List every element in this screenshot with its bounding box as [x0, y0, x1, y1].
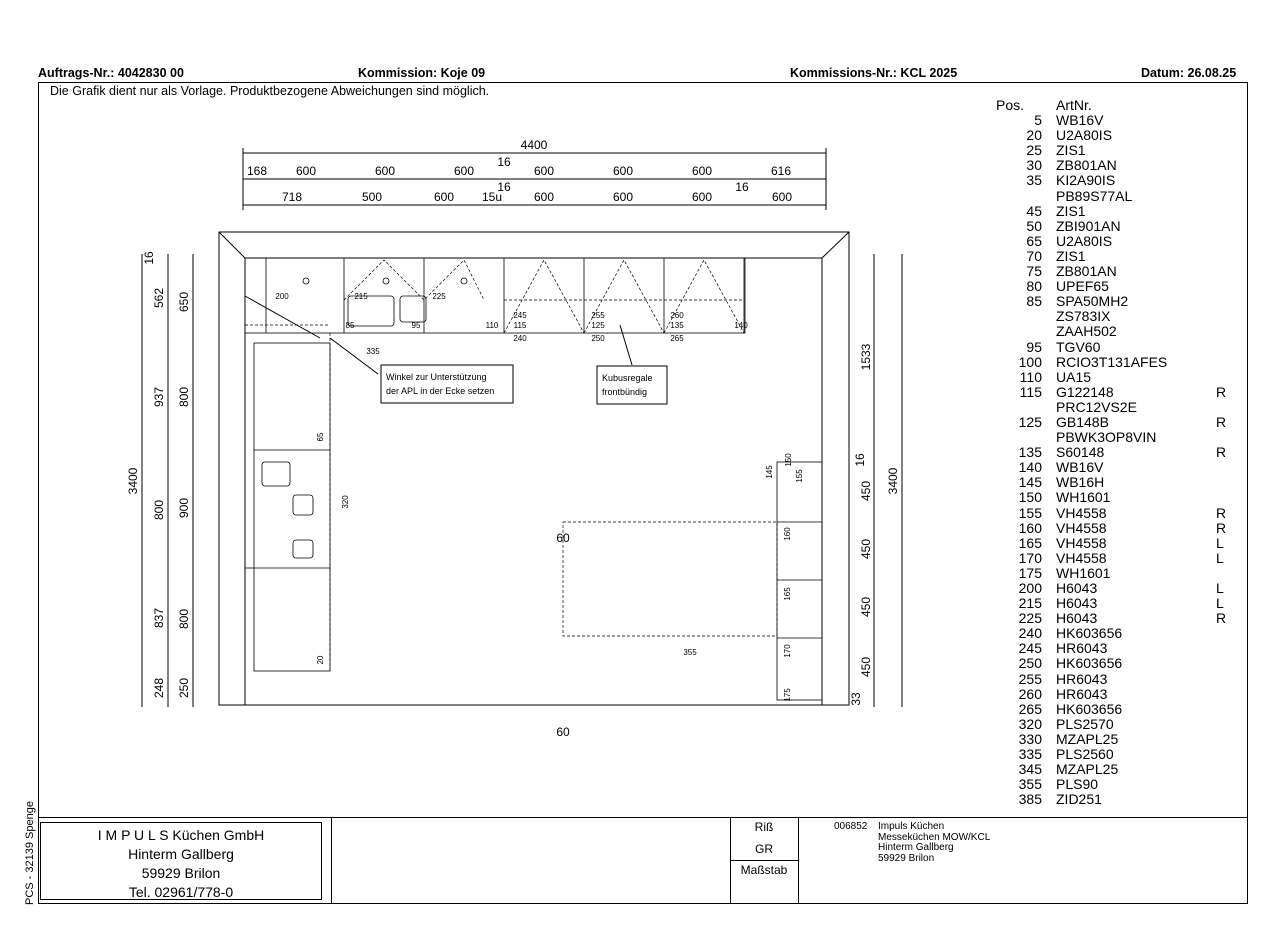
parts-art: UA15: [1056, 368, 1092, 385]
svg-text:250: 250: [591, 334, 605, 343]
parts-row: [996, 596, 1236, 611]
parts-list: [996, 98, 1236, 807]
parts-row: [996, 143, 1236, 158]
svg-text:215: 215: [354, 292, 368, 301]
customer-line-3: Hinterm Gallberg: [878, 842, 954, 853]
right-cabinets: [777, 462, 822, 700]
svg-text:837: 837: [152, 607, 166, 629]
svg-text:600: 600: [295, 164, 317, 178]
parts-art: ZIS1: [1056, 142, 1086, 159]
parts-art: H6043: [1056, 595, 1098, 612]
svg-text:600: 600: [691, 190, 713, 204]
callout-corner-line2: der APL in der Ecke setzen: [386, 386, 495, 396]
parts-row: [996, 536, 1236, 551]
parts-row: [996, 309, 1236, 324]
parts-row: [996, 113, 1236, 128]
parts-art: GB148B: [1056, 413, 1109, 430]
parts-art: SPA50MH2: [1056, 293, 1129, 310]
parts-art: RCIO3T131AFES: [1056, 353, 1168, 370]
parts-side: [1216, 189, 1236, 204]
callout-shelf-line1: Kubusregale: [602, 373, 653, 383]
top-dimensions: [247, 138, 792, 204]
parts-side: [1216, 702, 1236, 717]
small-position-labels: [275, 292, 804, 702]
parts-art: VH4558: [1056, 534, 1107, 551]
parts-pos: 75: [1026, 263, 1042, 280]
svg-text:900: 900: [177, 497, 191, 519]
parts-row: [996, 626, 1236, 641]
parts-row: [996, 521, 1236, 536]
parts-side: [1216, 143, 1236, 158]
footer-divider-3: [798, 817, 799, 904]
svg-text:155: 155: [795, 469, 804, 483]
parts-pos: 320: [1018, 715, 1042, 732]
parts-side: [1216, 264, 1236, 279]
parts-art: PRC12VS2E: [1056, 398, 1137, 415]
parts-art: ZAAH502: [1056, 323, 1117, 340]
svg-text:1533: 1533: [859, 343, 873, 371]
parts-row: [996, 158, 1236, 173]
parts-row: [996, 747, 1236, 762]
svg-text:85: 85: [345, 321, 355, 330]
parts-art: ZB801AN: [1056, 157, 1117, 174]
parts-row: [996, 732, 1236, 747]
parts-art: MZAPL25: [1056, 761, 1119, 778]
svg-text:937: 937: [152, 386, 166, 408]
svg-text:16: 16: [497, 155, 511, 169]
svg-text:320: 320: [341, 495, 350, 509]
parts-side: [1216, 732, 1236, 747]
parts-side: [1216, 234, 1236, 249]
svg-text:110: 110: [485, 321, 499, 330]
svg-text:600: 600: [691, 164, 713, 178]
svg-text:3400: 3400: [886, 467, 900, 495]
svg-text:225: 225: [432, 292, 446, 301]
parts-art: H6043: [1056, 610, 1098, 627]
parts-pos: 80: [1026, 278, 1042, 295]
parts-pos: 200: [1018, 580, 1042, 596]
disclaimer-note: Die Grafik dient nur als Vorlage. Produktbezogene Abweichungen sind möglich.: [50, 84, 490, 98]
parts-pos: 165: [1018, 534, 1042, 551]
parts-art: UPEF65: [1056, 278, 1109, 295]
svg-text:165: 165: [783, 587, 792, 601]
svg-text:15u: 15u: [481, 190, 503, 204]
parts-side: [1216, 717, 1236, 732]
svg-text:450: 450: [859, 656, 873, 678]
parts-row: [996, 385, 1236, 400]
svg-text:250: 250: [177, 677, 191, 699]
parts-row: [996, 717, 1236, 732]
svg-text:600: 600: [453, 164, 475, 178]
parts-pos: 5: [1034, 112, 1042, 129]
parts-row: [996, 762, 1236, 777]
parts-row: [996, 415, 1236, 430]
parts-row: [996, 430, 1236, 445]
svg-text:260: 260: [670, 311, 684, 320]
svg-text:335: 335: [366, 347, 380, 356]
parts-side: L: [1216, 580, 1224, 596]
parts-pos: 335: [1018, 746, 1042, 763]
parts-side: [1216, 430, 1236, 445]
parts-pos: 250: [1018, 655, 1042, 672]
parts-row: [996, 294, 1236, 309]
parts-header-art: ArtNr.: [1056, 97, 1092, 113]
svg-text:160: 160: [783, 527, 792, 541]
parts-row: [996, 264, 1236, 279]
parts-art: PB89S77AL: [1056, 187, 1133, 204]
parts-pos: 240: [1018, 625, 1042, 642]
svg-text:145: 145: [765, 465, 774, 479]
parts-pos: 65: [1026, 232, 1042, 249]
parts-side: [1216, 249, 1236, 264]
svg-text:3400: 3400: [126, 467, 140, 495]
parts-art: HK603656: [1056, 700, 1123, 717]
parts-row: [996, 672, 1236, 687]
parts-pos: 265: [1018, 700, 1042, 717]
parts-side: [1216, 792, 1236, 807]
parts-pos: [996, 324, 1042, 339]
parts-pos: 345: [1018, 761, 1042, 778]
parts-row: [996, 279, 1236, 294]
parts-row: [996, 702, 1236, 717]
parts-row: [996, 611, 1236, 626]
svg-text:200: 200: [275, 292, 289, 301]
parts-side: [1216, 747, 1236, 762]
svg-text:355: 355: [683, 648, 697, 657]
parts-art: VH4558: [1056, 504, 1107, 521]
parts-row: [996, 355, 1236, 370]
svg-text:16: 16: [497, 180, 511, 194]
company-city: 59929 Brilon: [141, 865, 221, 881]
parts-side: [1216, 128, 1236, 143]
parts-art: U2A80IS: [1056, 232, 1113, 249]
parts-row: [996, 566, 1236, 581]
parts-pos: [996, 309, 1042, 324]
side-text: PCS - 32139 Spenge: [24, 801, 36, 905]
parts-pos: 225: [1018, 610, 1042, 627]
parts-pos: 100: [1018, 353, 1042, 370]
svg-text:650: 650: [177, 291, 191, 313]
parts-side: [1216, 626, 1236, 641]
parts-header-pos: Pos.: [996, 97, 1025, 113]
parts-art: KI2A90IS: [1056, 172, 1116, 189]
parts-rows: [996, 113, 1236, 807]
customer-code: 006852: [834, 821, 868, 832]
parts-side: R: [1216, 444, 1227, 461]
company-name: I M P U L S Küchen GmbH: [97, 827, 265, 843]
parts-row: [996, 777, 1236, 792]
parts-side: [1216, 490, 1236, 505]
parts-art: ZID251: [1056, 791, 1102, 808]
parts-row: [996, 641, 1236, 656]
parts-pos: 260: [1018, 685, 1042, 702]
parts-pos: 330: [1018, 730, 1042, 747]
parts-pos: 135: [1018, 444, 1042, 461]
svg-text:450: 450: [859, 596, 873, 618]
callout-corner-line1: Winkel zur Unterstützung: [386, 372, 487, 382]
parts-pos: 110: [1019, 368, 1042, 385]
parts-side: [1216, 158, 1236, 173]
island: [563, 522, 777, 636]
company-phone: Tel. 02961/778-0: [128, 884, 234, 900]
parts-pos: 95: [1026, 338, 1042, 355]
parts-row: [996, 687, 1236, 702]
parts-row: [996, 792, 1236, 807]
parts-row: [996, 506, 1236, 521]
parts-side: [1216, 656, 1236, 671]
parts-art: S60148: [1056, 444, 1105, 461]
parts-art: MZAPL25: [1056, 730, 1119, 747]
svg-text:600: 600: [433, 190, 455, 204]
parts-row: [996, 128, 1236, 143]
footer-divider-4: [730, 860, 798, 861]
footer-riss: Riß: [754, 820, 774, 834]
svg-text:150: 150: [784, 453, 793, 467]
svg-text:125: 125: [591, 321, 605, 330]
svg-text:255: 255: [591, 311, 605, 320]
customer-line-4: 59929 Brilon: [878, 852, 935, 864]
parts-art: PLS2570: [1056, 715, 1114, 732]
parts-side: [1216, 641, 1236, 656]
parts-art: H6043: [1056, 580, 1098, 596]
parts-row: [996, 370, 1236, 385]
parts-row: [996, 249, 1236, 264]
parts-pos: 35: [1026, 172, 1042, 189]
svg-text:140: 140: [734, 321, 748, 330]
parts-pos: 30: [1026, 157, 1042, 174]
parts-row: [996, 173, 1236, 188]
parts-row: [996, 551, 1236, 566]
parts-row: [996, 490, 1236, 505]
parts-art: PLS2560: [1056, 746, 1114, 763]
parts-pos: 160: [1018, 519, 1042, 536]
parts-side: [1216, 324, 1236, 339]
parts-pos: [996, 189, 1042, 204]
svg-text:450: 450: [859, 538, 873, 560]
svg-text:718: 718: [281, 190, 303, 204]
dim-total: 4400: [520, 138, 548, 152]
parts-row: [996, 204, 1236, 219]
parts-side: R: [1216, 610, 1227, 627]
svg-text:600: 600: [533, 164, 555, 178]
svg-text:33: 33: [849, 692, 863, 706]
commission-number: Kommissions-Nr.: KCL 2025: [790, 66, 958, 80]
svg-text:616: 616: [770, 164, 792, 178]
parts-art: TGV60: [1056, 338, 1101, 355]
svg-text:450: 450: [859, 480, 873, 502]
svg-text:115: 115: [513, 321, 527, 330]
parts-pos: 155: [1018, 504, 1042, 521]
parts-side: [1216, 355, 1236, 370]
parts-pos: 170: [1018, 549, 1042, 566]
svg-text:168: 168: [246, 164, 268, 178]
svg-text:245: 245: [513, 311, 527, 320]
parts-art: PBWK3OP8VIN: [1056, 429, 1157, 446]
parts-pos: 145: [1018, 474, 1042, 491]
left-dimensions: [126, 251, 191, 698]
parts-side: [1216, 113, 1236, 128]
parts-art: U2A80IS: [1056, 127, 1113, 144]
company-street: Hinterm Gallberg: [128, 846, 234, 862]
svg-text:600: 600: [374, 164, 396, 178]
parts-side: [1216, 460, 1236, 475]
svg-text:16: 16: [853, 453, 867, 467]
svg-text:500: 500: [361, 190, 383, 204]
svg-text:600: 600: [771, 190, 793, 204]
parts-art: ZIS1: [1056, 247, 1086, 264]
parts-art: WB16V: [1056, 459, 1104, 476]
parts-art: ZS783IX: [1056, 308, 1111, 325]
parts-art: WB16V: [1056, 112, 1104, 129]
parts-art: WH1601: [1056, 489, 1111, 506]
svg-text:135: 135: [670, 321, 684, 330]
parts-side: [1216, 400, 1236, 415]
parts-side: [1216, 687, 1236, 702]
parts-side: [1216, 279, 1236, 294]
parts-art: WB16H: [1056, 474, 1105, 491]
parts-side: L: [1216, 595, 1224, 612]
parts-side: L: [1216, 549, 1224, 566]
svg-text:95: 95: [411, 321, 421, 330]
parts-side: [1216, 475, 1236, 490]
parts-pos: 175: [1018, 564, 1042, 581]
svg-text:600: 600: [612, 164, 634, 178]
parts-art: ZB801AN: [1056, 263, 1117, 280]
svg-text:175: 175: [783, 688, 792, 702]
parts-side: R: [1216, 504, 1227, 521]
parts-pos: 215: [1018, 595, 1042, 612]
parts-pos: 355: [1018, 776, 1042, 793]
parts-side: [1216, 204, 1236, 219]
svg-text:800: 800: [152, 499, 166, 521]
parts-row: [996, 445, 1236, 460]
svg-text:20: 20: [316, 655, 325, 665]
parts-side: [1216, 762, 1236, 777]
parts-pos: 25: [1026, 142, 1042, 159]
parts-side: R: [1216, 383, 1227, 400]
parts-art: VH4558: [1056, 549, 1107, 566]
svg-text:600: 600: [612, 190, 634, 204]
svg-text:60: 60: [556, 531, 570, 545]
parts-pos: 115: [1019, 383, 1042, 400]
parts-pos: 385: [1018, 791, 1042, 808]
parts-side: [1216, 294, 1236, 309]
parts-pos: 45: [1026, 202, 1042, 219]
parts-row: [996, 340, 1236, 355]
parts-pos: [996, 400, 1042, 415]
callout-shelf-line2: frontbündig: [602, 387, 648, 397]
parts-side: [1216, 309, 1236, 324]
parts-art: VH4558: [1056, 519, 1107, 536]
parts-side: R: [1216, 413, 1227, 430]
parts-row: [996, 460, 1236, 475]
parts-row: [996, 581, 1236, 596]
parts-pos: 150: [1018, 489, 1042, 506]
parts-side: [1216, 370, 1236, 385]
svg-text:265: 265: [670, 334, 684, 343]
svg-text:170: 170: [783, 644, 792, 658]
parts-art: HK603656: [1056, 625, 1123, 642]
parts-row: [996, 219, 1236, 234]
parts-side: [1216, 777, 1236, 792]
svg-text:562: 562: [152, 287, 166, 309]
parts-row: [996, 400, 1236, 415]
customer-line-2: Messeküchen MOW/KCL: [878, 831, 991, 843]
callout-boxes: [381, 365, 667, 404]
customer-line-1: Impuls Küchen: [878, 821, 945, 832]
date: Datum: 26.08.25: [1141, 66, 1237, 80]
company-box: [40, 822, 322, 900]
footer-massstab: Maßstab: [740, 863, 788, 877]
parts-pos: 70: [1026, 247, 1042, 264]
parts-side: [1216, 566, 1236, 581]
footer-divider-1: [331, 817, 332, 904]
parts-art: WH1601: [1056, 564, 1111, 581]
svg-text:240: 240: [513, 334, 527, 343]
left-cabinets: [245, 343, 330, 671]
svg-text:16: 16: [142, 251, 156, 265]
parts-row: [996, 656, 1236, 671]
parts-side: [1216, 219, 1236, 234]
parts-side: R: [1216, 519, 1227, 536]
parts-row: [996, 189, 1236, 204]
commission: Kommission: Koje 09: [358, 66, 486, 80]
svg-text:248: 248: [152, 677, 166, 699]
parts-side: L: [1216, 534, 1224, 551]
parts-pos: 140: [1018, 459, 1042, 476]
parts-pos: 85: [1026, 293, 1042, 310]
parts-pos: 20: [1026, 127, 1042, 144]
parts-pos: 255: [1018, 670, 1042, 687]
parts-pos: 50: [1026, 217, 1042, 234]
svg-text:600: 600: [533, 190, 555, 204]
parts-art: ZBI901AN: [1056, 217, 1121, 234]
parts-row: [996, 324, 1236, 339]
svg-text:800: 800: [177, 386, 191, 408]
parts-art: HK603656: [1056, 655, 1123, 672]
parts-pos: 125: [1018, 413, 1042, 430]
parts-pos: 245: [1018, 640, 1042, 657]
parts-side: [1216, 340, 1236, 355]
parts-art: G122148: [1056, 383, 1114, 400]
parts-art: ZIS1: [1056, 202, 1086, 219]
room-walls: [219, 232, 849, 705]
svg-text:800: 800: [177, 608, 191, 630]
parts-side: [1216, 173, 1236, 188]
svg-text:60: 60: [556, 725, 570, 739]
parts-pos: [996, 430, 1042, 445]
parts-row: [996, 234, 1236, 249]
svg-text:65: 65: [316, 432, 325, 442]
parts-art: HR6043: [1056, 685, 1108, 702]
parts-side: [1216, 672, 1236, 687]
footer-gr: GR: [755, 842, 773, 856]
order-number: Auftrags-Nr.: 4042830 00: [38, 66, 184, 80]
parts-art: HR6043: [1056, 640, 1108, 657]
parts-art: HR6043: [1056, 670, 1108, 687]
parts-art: PLS90: [1056, 776, 1099, 793]
svg-text:16: 16: [735, 180, 749, 194]
parts-row: [996, 475, 1236, 490]
